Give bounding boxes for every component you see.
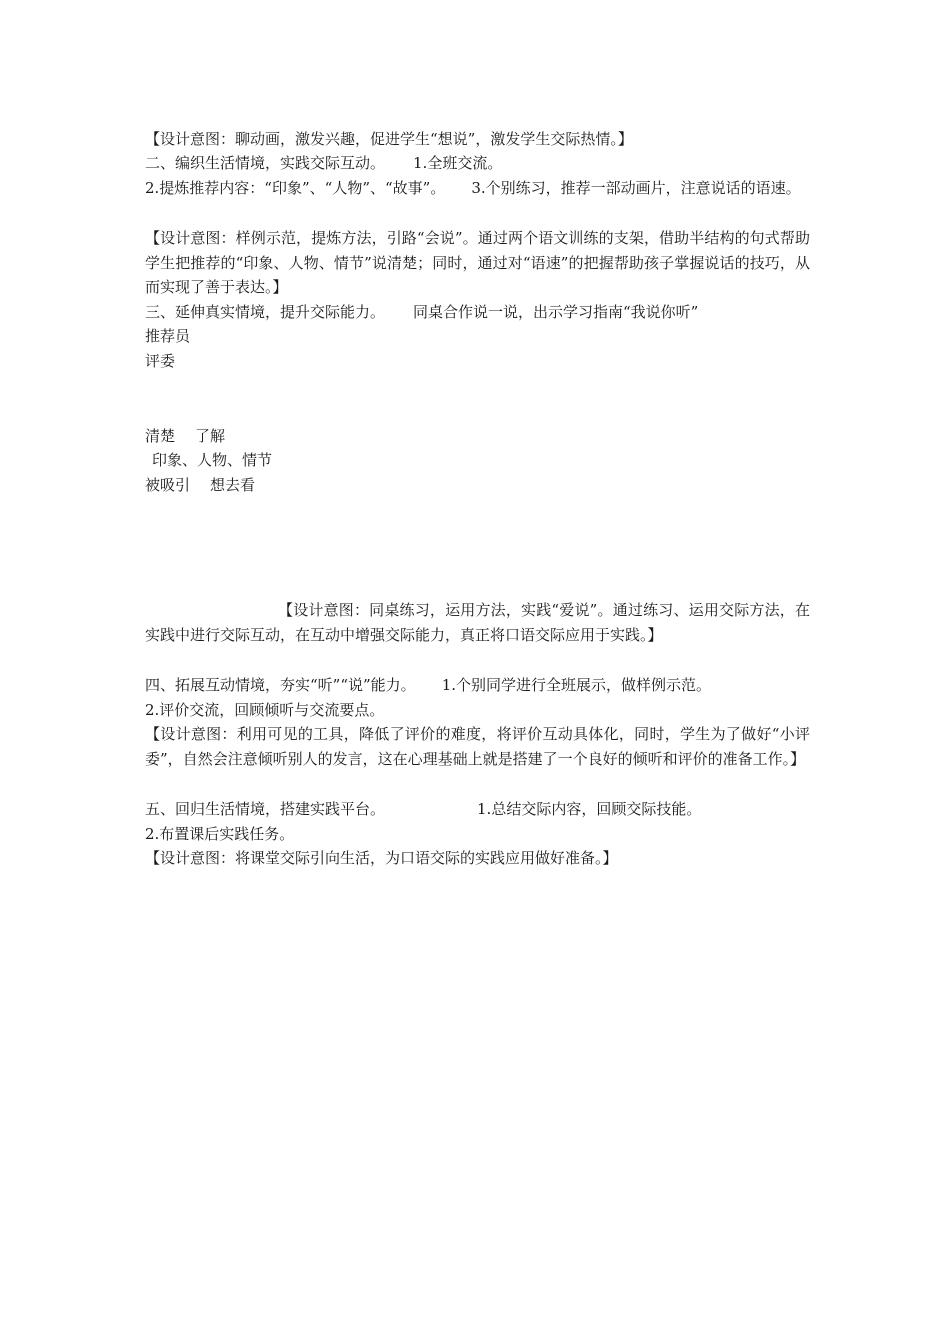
design-intent-1: 【设计意图：聊动画，激发兴趣，促进学生“想说”，激发学生交际热情。】 [145, 130, 633, 148]
section-2-line [145, 151, 810, 175]
role-recommender: 推荐员 [145, 327, 191, 345]
section-3-line [145, 300, 810, 324]
guide-want-to-watch: 想去看 [210, 476, 256, 494]
section-5-item-2: 2.布置课后实践任务。 [145, 825, 295, 843]
section-5-item-1: 1.总结交际内容，回顾交际技能。 [477, 800, 702, 818]
section-2-items-line [145, 176, 810, 201]
section-4-item-2: 2.评价交流，回顾倾听与交流要点。 [145, 701, 385, 719]
section-4-line [145, 673, 810, 697]
design-intent-2: 【设计意图：样例示范，提炼方法，引路“会说”。通过两个语文训练的支架，借助半结构的句式帮助学生把推荐的“印象、人物、情节”说清楚；同时，通过对“语速”的把握帮助孩子掌握说话的技巧，从而实现了善于表达。】 [145, 229, 810, 296]
section-3-heading: 三、延伸真实情境，提升交际能力。 [145, 303, 386, 321]
section-4-heading: 四、拓展互动情境，夯实“听”“说”能力。 [145, 676, 416, 694]
guide-row-3 [145, 473, 810, 497]
guide-row-1 [145, 424, 810, 448]
section-5-line [145, 797, 810, 821]
guide-attracted: 被吸引 [145, 476, 191, 494]
design-intent-5: 【设计意图：将课堂交际引向生活，为口语交际的实践应用做好准备。】 [145, 849, 618, 867]
design-intent-3: 【设计意图：同桌练习，运用方法，实践“爱说”。通过练习、运用交际方法，在实践中进行交际互动，在互动中增强交际能力，真正将口语交际应用于实践。】 [145, 601, 810, 644]
role-judge: 评委 [145, 352, 176, 370]
design-intent-4: 【设计意图：利用可见的工具，降低了评价的难度，将评价互动具体化，同时，学生为了做好“小评委”，自然会注意倾听别人的发言，这在心理基础上就是搭建了一个良好的倾听和评价的准备工作。】 [145, 725, 810, 768]
section-2-item-3: 3.个别练习，推荐一部动画片，注意说话的语速。 [471, 179, 801, 197]
section-2-heading: 二、编织生活情境，实践交际互动。 [145, 154, 386, 172]
guide-row-2: 印象、人物、情节 [152, 451, 273, 469]
section-2-item-2: 2.提炼推荐内容：“印象”、“人物”、“故事”。 [145, 179, 446, 197]
section-3-item-1: 同桌合作说一说，出示学习指南“我说你听” [413, 303, 699, 321]
guide-clear: 清楚 [145, 427, 176, 445]
guide-understand: 了解 [195, 427, 226, 445]
section-5-heading: 五、回归生活情境，搭建实践平台。 [145, 800, 386, 818]
section-4-item-1: 1.个别同学进行全班展示，做样例示范。 [441, 676, 712, 694]
section-2-item-1: 1.全班交流。 [413, 154, 503, 172]
